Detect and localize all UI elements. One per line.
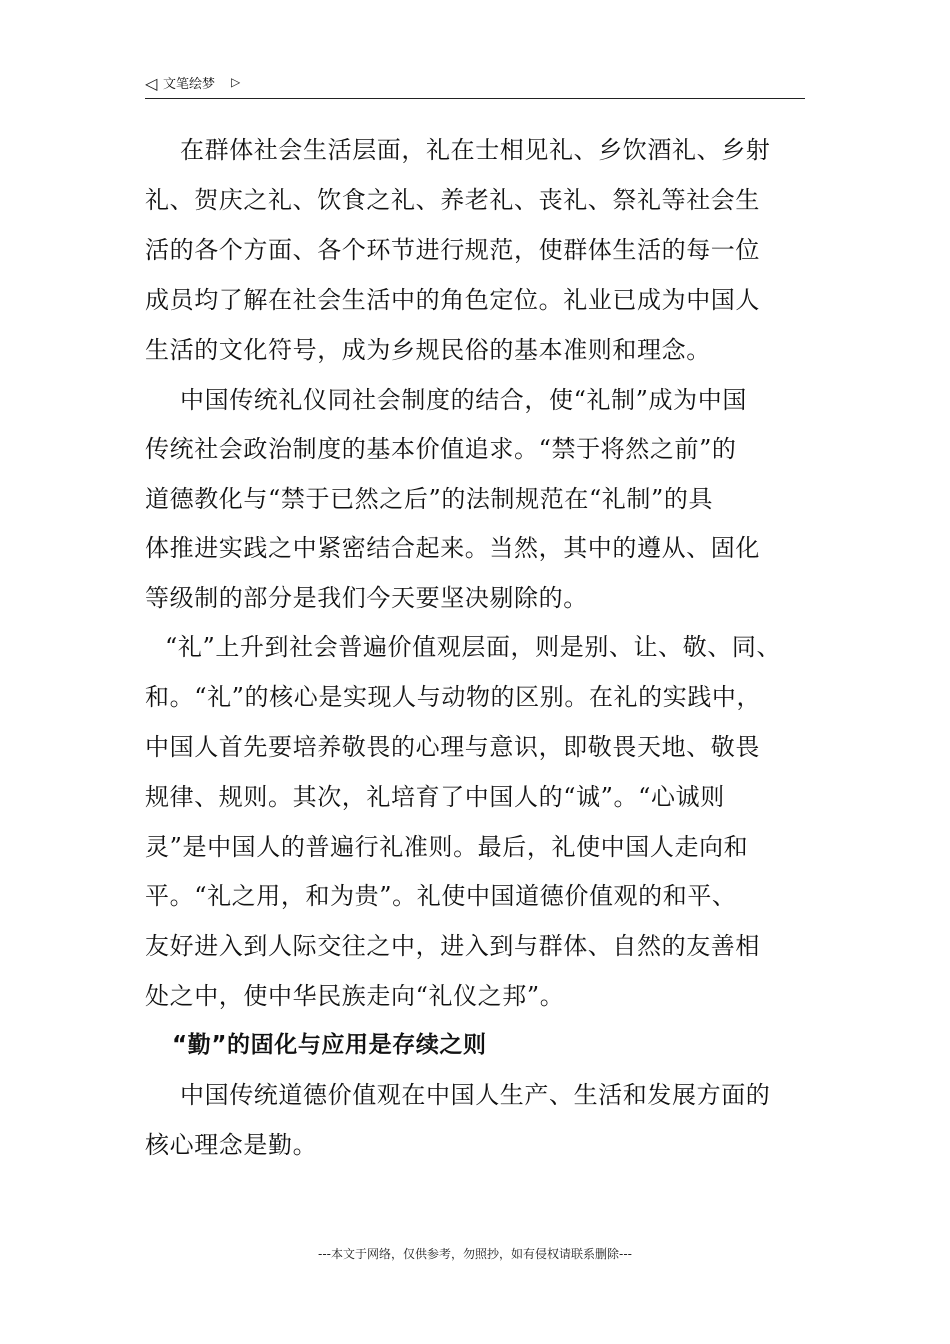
text-line: 和。“礼”的核心是实现人与动物的区别。在礼的实践中， — [145, 683, 762, 711]
right-triangle-icon: ▷ — [231, 75, 241, 89]
text-line: 活的各个方面、各个环节进行规范，使群体生活的每一位 — [145, 236, 760, 264]
left-triangle-icon: ◁ — [145, 74, 158, 93]
text-line: 灵”是中国人的普遍行礼准则。最后，礼使中国人走向和 — [145, 833, 749, 861]
text-line: 道德教化与“禁于已然之后”的法制规范在“礼制”的具 — [145, 485, 714, 513]
text-line: 核心理念是勤。 — [145, 1131, 318, 1159]
text-line: 中国人首先要培养敬畏的心理与意识，即敬畏天地、敬畏 — [145, 733, 760, 761]
text-line: “礼”上升到社会普遍价值观层面，则是别、让、敬、同、 — [165, 633, 782, 661]
text-line: 等级制的部分是我们今天要坚决剔除的。 — [145, 584, 588, 612]
text-line: 处之中，使中华民族走向“礼仪之邦”。 — [145, 982, 565, 1010]
section-heading: “勤”的固化与应用是存续之则 — [172, 1032, 487, 1058]
text-line: 在群体社会生活层面，礼在士相见礼、乡饮酒礼、乡射 — [180, 136, 771, 164]
text-line: 成员均了解在社会生活中的角色定位。礼业已成为中国人 — [145, 286, 760, 314]
page-header — [145, 72, 805, 99]
text-line: 礼、贺庆之礼、饮食之礼、养老礼、丧礼、祭礼等社会生 — [145, 186, 760, 214]
text-line: 平。“礼之用，和为贵”。礼使中国道德价值观的和平、 — [145, 882, 737, 910]
text-line: 中国传统礼仪同社会制度的结合，使“礼制”成为中国 — [180, 386, 747, 414]
text-line: 体推进实践之中紧密结合起来。当然，其中的遵从、固化 — [145, 534, 760, 562]
page-footer: ---本文于网络，仅供参考，勿照抄，如有侵权请联系删除--- — [318, 1247, 632, 1261]
text-line: 传统社会政治制度的基本价值追求。“禁于将然之前”的 — [145, 435, 737, 463]
text-line: 生活的文化符号，成为乡规民俗的基本准则和理念。 — [145, 336, 711, 364]
text-line: 友好进入到人际交往之中，进入到与群体、自然的友善相 — [145, 932, 760, 960]
text-line: 中国传统道德价值观在中国人生产、生活和发展方面的 — [180, 1081, 771, 1109]
text-line: 规律、规则。其次，礼培育了中国人的“诚”。“心诚则 — [145, 783, 725, 811]
header-brand: 文笔绘梦 — [163, 77, 216, 92]
